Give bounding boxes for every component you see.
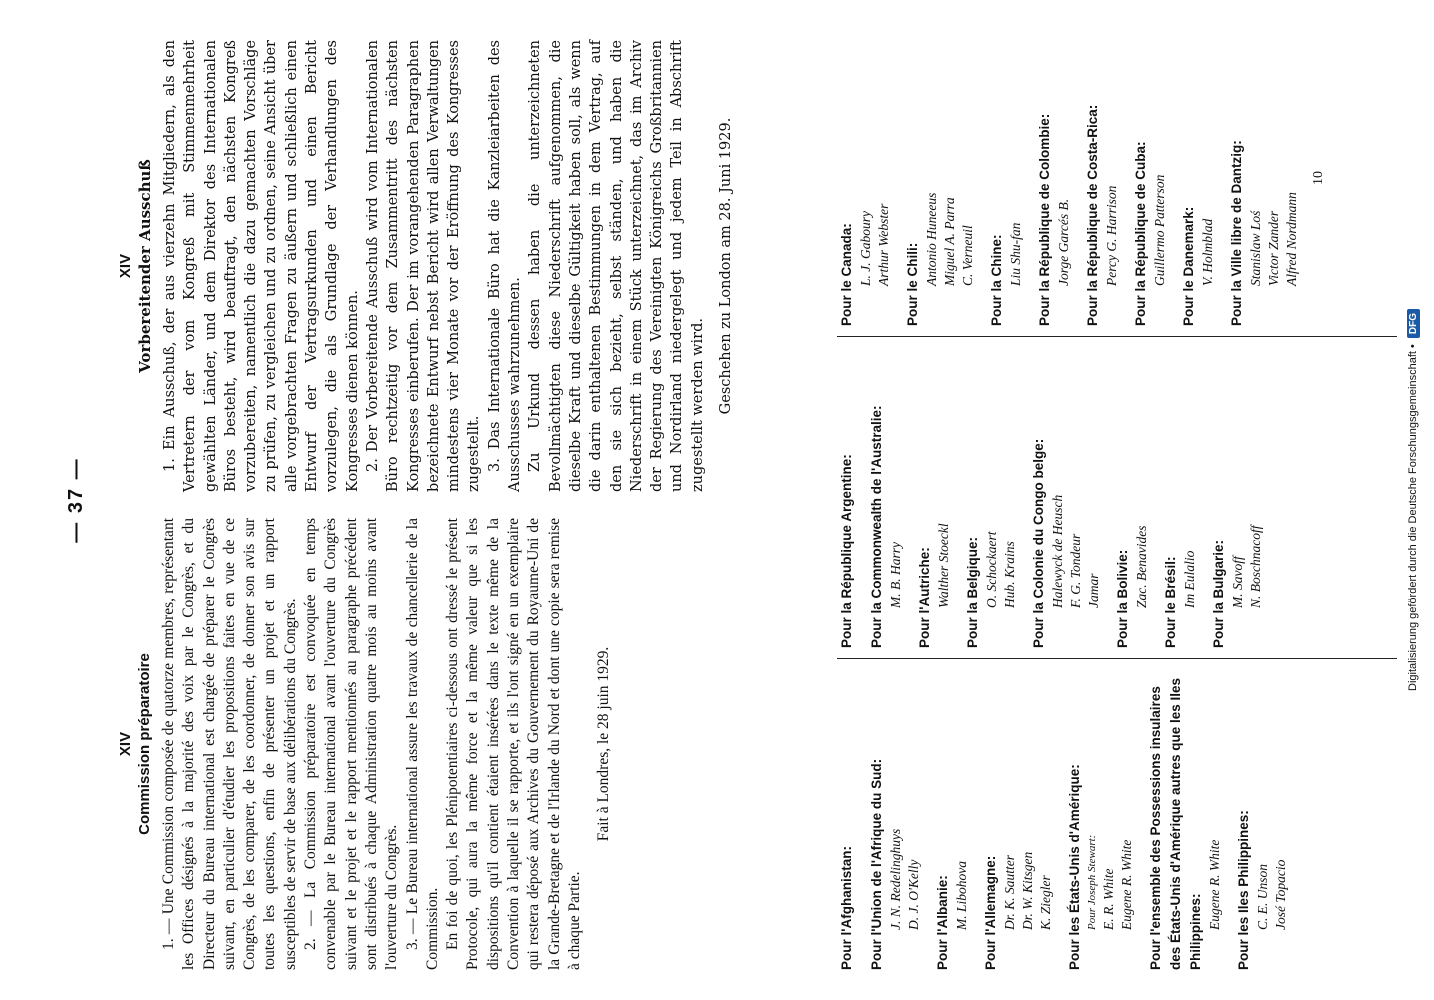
signature-group [837,352,857,648]
signatory-name: O. Schockaert [984,531,999,608]
signature-group [837,674,857,970]
country-label: Pour la Bulgarie: [1211,539,1226,648]
signatory-name: Percy G. Harrison [1104,185,1119,286]
signatory-name: Hub. Krains [1002,541,1017,608]
signatory-name: M. Savoff [1230,556,1245,608]
signature-group [1035,30,1073,326]
country-label: Pour la Commonwealth de l'Australie: [869,405,884,648]
french-paragraph: 2. — La Commission préparatoire est convoquée en temps convenable par le Bureau international avant l'ouverture du Congrès suivant et le projet et le rapport mentionnés au paragraphe précédent sont distribués à chaque Administration quatre mois au moins avant l'ouverture du Congrès. [302,518,401,970]
french-paragraph: En foi de quoi, les Plénipotentiaires ci-dessous ont dressé le présent Protocole, qui aura la même force et la même valeur que si les dispositions qu'il contient étaient insérées dans le texte même de la Convention à laquelle il se rapporte, et ils l'ont signé en un exemplaire qui restera déposé aux Archives du Gouvernement du Royaume-Uni de la Grande-Bretagne et de l'Irlande du Nord et dont une copie sera remise à chaque Partie. [444,518,583,970]
signatory-name: Halewyck de Heusch [1050,494,1065,608]
signature-group [933,674,971,970]
signature-group [1161,352,1199,648]
signatory-name: Walther Stoeckl [936,523,951,608]
signatory-name: L. J. Gaboury [858,211,873,286]
signatory-name: Dr. W. Kitsgen [1020,851,1035,930]
signatory-name: Miguel A. Parra [942,197,957,286]
country-label: Pour l'Allemagne: [983,855,998,970]
signatory-name: Jorge Garcés B. [1056,198,1071,286]
signatory-name: Victor Zander [1266,210,1281,286]
german-paragraph: 2. Der Vorbereitende Ausschuß wird vom Internationalen Büro rechtzeitig vor dem Zusammentritt des nächsten Kongresses einberufen. Der im vorangehenden Paragraphen bezeichnete Entwurf nebst Bericht wird allen Verwaltungen mindestens vier Monate vor der Eröffnung des Kongresses zugestellt. [364,40,483,492]
german-paragraph: Zu Urkund dessen haben die unterzeichneten Bevollmächtigten diese Niederschrift aufgenommen, die dieselbe Kraft und dieselbe Gültigkeit haben soll, als wenn die darin enthaltenen Bestimmungen in dem Vertrag, auf den sie sich bezieht, selbst ständen, und haben die Niederschrift in einem Stück unterzeichnet, das im Archiv der Regierung des Vereinigten Königreichs Großbritannien und Nordirland niedergelegt und jedem Teil in Abschrift zugestellt werden wird. [527,40,706,492]
signatory-name: D. J. O'Kelly [906,859,921,930]
signature-group [1131,30,1169,326]
country-label: Pour la Belgique: [965,536,980,648]
footer-line [1402,120,1424,880]
signature-group [1227,30,1301,326]
country-label: Pour l'Afghanistan: [839,846,854,970]
signature-group [1146,674,1224,970]
country-label: Pour le Danemark: [1181,206,1196,326]
signature-page-number: 10 [1311,171,1326,185]
signatory-note: Pour Joseph Stewart: [1086,834,1098,930]
country-label: Pour le Brésil: [1163,556,1178,648]
signatory-name: C. Verneuil [960,225,975,286]
signature-group [1209,352,1265,648]
country-label: Pour le Chili: [905,242,920,326]
country-label: Pour la Chine: [989,234,1004,326]
french-section-number: XIV [117,731,134,757]
signatory-name: Antonio Huneeus [924,192,939,286]
country-label: Pour l'Autriche: [917,547,932,648]
french-date: Fait à Londres, le 28 juin 1929. [595,646,613,842]
signatory-name: Arthur Webster [876,203,891,286]
french-column [117,518,817,970]
column-divider [837,658,1397,659]
country-label: Pour l'Union de l'Afrique du Sud: [869,758,884,970]
signature-group [963,352,1019,648]
signatory-name: José Topacio [1273,859,1288,930]
signatory-name: V. Holmblad [1200,218,1215,286]
digitization-footer [1392,0,1434,1000]
signature-column-2 [837,352,1397,648]
signature-column-3 [837,30,1397,326]
signature-block [837,30,1397,970]
signature-group [987,30,1025,326]
country-label: Pour la République de Cuba: [1133,141,1148,326]
rotated-page-content [27,20,1407,980]
country-label: Pour le Canada: [839,223,854,326]
signatory-name: Im Eulalio [1182,550,1197,608]
signatory-name: Eugene R. White [1119,839,1134,930]
country-label: Pour la République de Colombie: [1037,113,1052,326]
country-label: Pour l'ensemble des Possessions insulaires des États-Unis d'Amérique autres que les Iles Philippines: [1148,677,1203,970]
country-label: Pour les Iles Philippines: [1236,810,1251,970]
country-label: Pour l'Albanie: [935,875,950,970]
signatory-name: Zac. Benavides [1134,525,1149,608]
signatory-name: Liu Shu-fan [1008,222,1023,286]
signature-column-1 [837,674,1397,970]
signatory-name: Guillermo Patterson [1152,174,1167,286]
signature-group [867,674,923,970]
signatory-name: C. E. Unson [1255,863,1270,930]
signatory-name: E. R. White [1101,868,1116,930]
signatory-name: Eugene R. White [1207,839,1222,930]
signature-group [837,30,893,326]
footer-text: Digitalisierung gefördert durch die Deutsche Forschungsgemeinschaft • [1407,344,1419,691]
country-label: Pour la Bolivie: [1115,549,1130,648]
german-paragraph: 3. Das Internationale Büro hat die Kanzleiarbeiten des Ausschusses wahrzunehmen. [486,40,524,492]
signature-group [915,352,953,648]
country-label: Pour la Ville libre de Dantzig: [1229,140,1244,326]
signatory-name: N. Boschnacoff [1248,525,1263,608]
french-heading: Commission préparatoire [136,653,153,835]
signature-group [1029,352,1103,648]
german-paragraph: 1. Ein Ausschuß, der aus vierzehn Mitgliedern, als den Vertretern der vom Kongreß mit Stimmenmehrheit gewählten Länder, und dem Direktor des Internationalen Büros besteht, wird beauftragt, den nächsten Kongreß vorzubereiten, namentlich die dazu gemachten Vorschläge zu prüfen, zu vergleichen und zu ordnen, seine Ansicht über alle vorgebrachten Fragen zu äußern und schließlich einen Entwurf der Vertragsurkunden und einen Bericht vorzulegen, die als Grundlage der Verhandlungen des Kongresses dienen können. [162,40,361,492]
page-number: — 37 — [65,457,87,543]
signature-group [1179,30,1217,326]
signatory-name: F. G. Tondeur [1068,533,1083,608]
french-paragraph: 1. — Une Commission composée de quatorze membres, représentant les Offices désignés à la majorité des voix par le Congrès, et du Directeur du Bureau international est chargée de préparer le Congrès suivant, en particulier d'étudier les propositions faites en vue de ce Congrès, de les comparer, de les coordonner, de donner son avis sur toutes les questions, enfin de présenter un projet et un rapport susceptibles de servir de base aux délibérations du Congrès. [160,518,299,970]
signatory-name: Jamar [1086,573,1101,608]
german-section-number: XIV [117,253,134,279]
signature-group [981,674,1055,970]
signature-group [1083,30,1121,326]
country-label: Pour la République Argentine: [839,454,854,648]
signatory-name: J. N. Redelinghuys [888,828,903,930]
german-date: Geschehen zu London am 28. Juni 1929. [718,117,735,415]
signature-group [1234,674,1290,970]
column-divider [837,336,1397,337]
signature-group [903,30,977,326]
signatory-name: Dr. K. Sautter [1002,854,1017,930]
signatory-name: K. Ziegler [1038,875,1053,930]
signatory-name: Stanislaw Loś [1248,210,1263,286]
signature-group [1113,352,1151,648]
country-label: Pour la République de Costa-Rica: [1085,104,1100,326]
signatory-name: M. B. Harry [888,542,903,608]
signatory-name: Alfred Nordmann [1284,192,1299,286]
protocol-text [65,30,825,970]
french-paragraph: 3. — Le Bureau international assure les travaux de chancellerie de la Commission. [403,518,441,970]
signature-group [867,352,905,648]
dfg-logo: DFG [1407,309,1420,338]
country-label: Pour les États-Unis d'Amérique: [1067,764,1082,970]
german-column [117,40,817,492]
german-heading: Vorbereitender Ausschuß [136,159,154,373]
country-label: Pour la Colonie du Congo belge: [1031,438,1046,648]
signatory-name: M. Libohova [954,861,969,930]
signature-group [1065,674,1136,970]
